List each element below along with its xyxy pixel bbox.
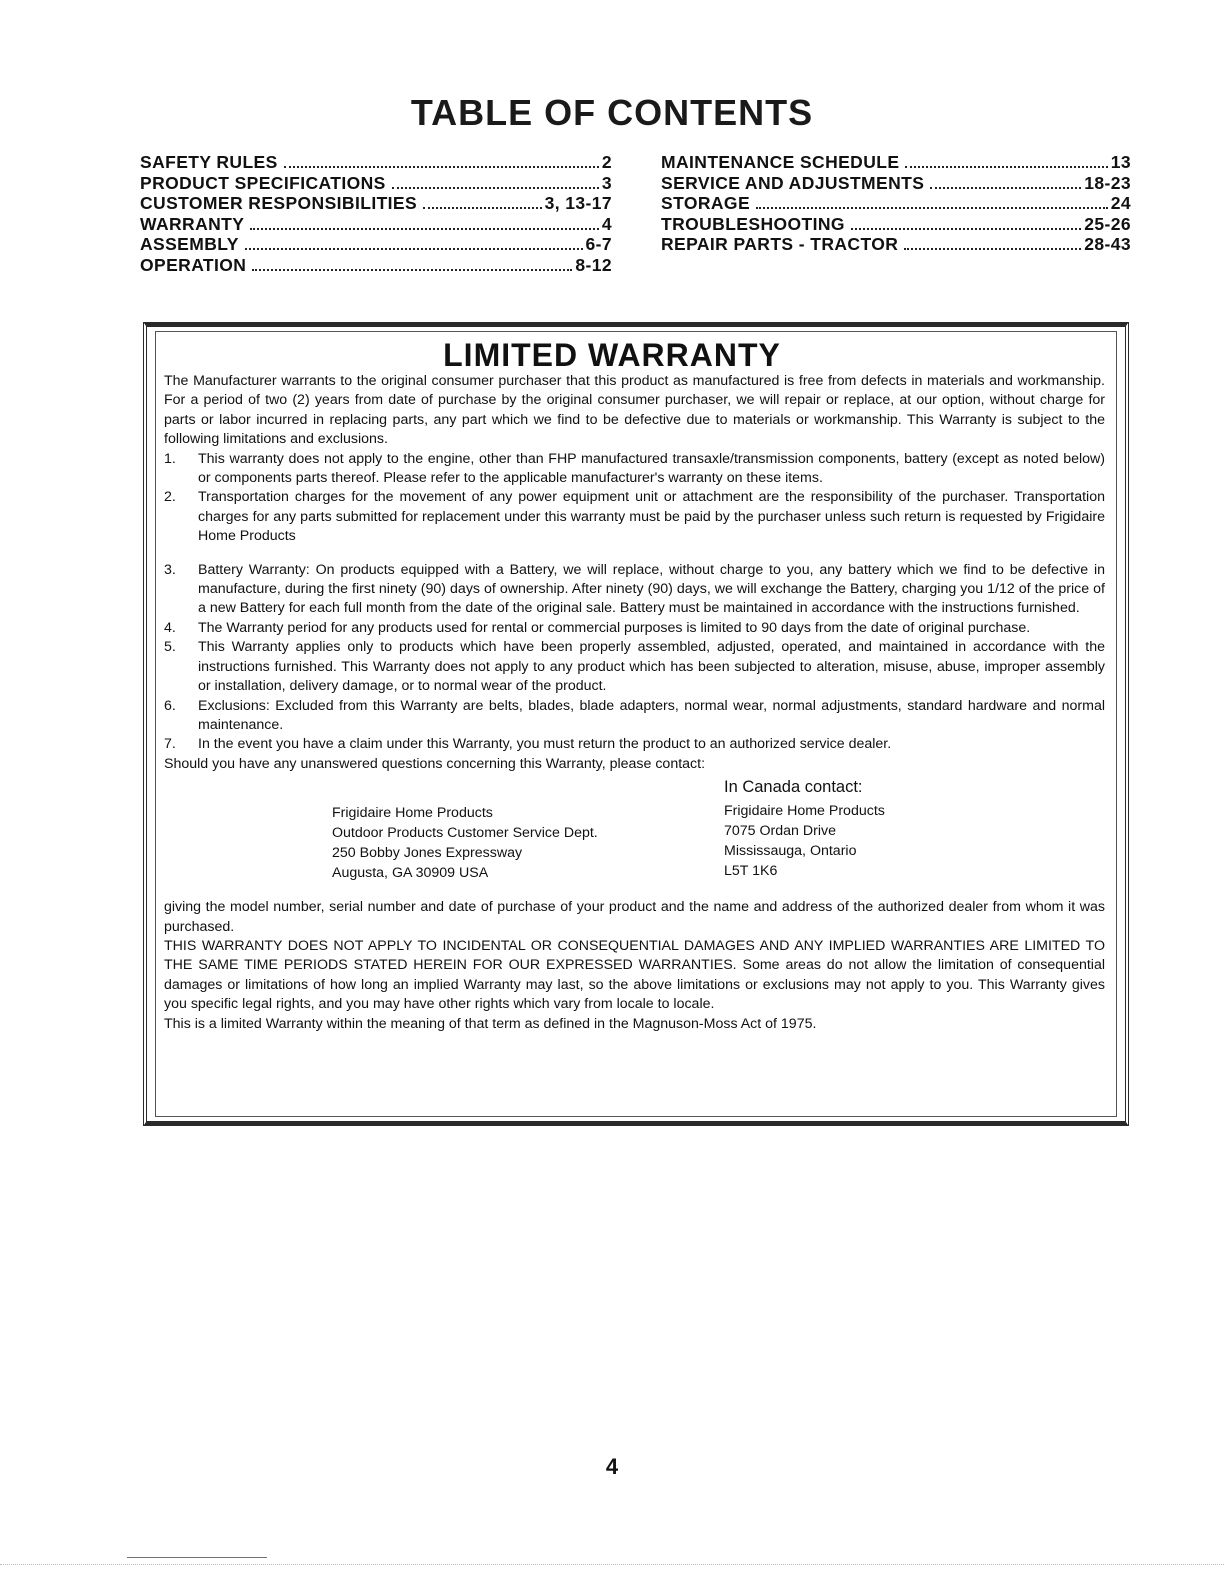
warranty-title: LIMITED WARRANTY (443, 337, 781, 373)
toc-entry (661, 152, 1131, 173)
warranty-item (164, 735, 1105, 754)
us-address-line: Augusta, GA 30909 USA (332, 865, 489, 882)
toc-entry (140, 193, 612, 214)
warranty-item (164, 561, 1105, 619)
toc-entry (140, 255, 612, 276)
toc-entry (140, 173, 612, 194)
canada-contact-heading: In Canada contact: (724, 778, 863, 797)
canada-address-line: 7075 Ordan Drive (724, 823, 836, 840)
scan-edge-dots (0, 1564, 1224, 1565)
warranty-intro: The Manufacturer warrants to the original consumer purchaser that this product as manufactured is free from defects in materials and workmanship. For a period of two (2) years from date of purchase by the original consumer purchaser, we will repair or replace, at our option, without charge for parts or labor incurred in replacing parts, any part which we find to be defective due to materials or workmanship. This Warranty is subject to the following limitations and exclusions. (164, 373, 1105, 448)
toc-leader-dots (851, 228, 1081, 230)
item-text: In the event you have a claim under this Warranty, you must return the product to an authorized service dealer. (198, 736, 892, 753)
toc-entry-page: 13 (1110, 152, 1131, 172)
toc-leader-dots (756, 207, 1108, 209)
item-number: 1. (164, 450, 176, 467)
us-address-line: 250 Bobby Jones Expressway (332, 845, 523, 862)
toc-entry-page: 3 (601, 172, 612, 193)
item-number: 4. (164, 619, 176, 636)
item-text: Exclusions: Excluded from this Warranty are belts, blades, blade adapters, normal wear, normal adjustments, standard hardware and normal maintenance. (198, 697, 1105, 733)
toc-entry-label: OPERATION (140, 254, 247, 275)
toc-left-column (140, 152, 612, 275)
item-number: 7. (164, 736, 176, 753)
toc-entry-page: 3, 13-17 (544, 193, 612, 213)
us-address (332, 803, 598, 883)
spacer (164, 547, 1105, 561)
toc-entry (140, 214, 612, 235)
toc-entry (661, 173, 1131, 194)
toc-entry (140, 234, 612, 255)
toc-entry-label: SERVICE AND ADJUSTMENTS (661, 172, 925, 193)
toc-entry-label: ASSEMBLY (140, 234, 239, 254)
canada-address-line: Frigidaire Home Products (724, 803, 885, 820)
toc-leader-dots (250, 228, 599, 230)
toc-leader-dots (930, 187, 1081, 189)
after-contact-text: giving the model number, serial number and date of purchase of your product and the name and address of the authorized dealer from whom it was purchased. (164, 899, 1105, 935)
item-text: Transportation charges for the movement of any power equipment unit or attachment are the responsibility of the purchaser. Transportation charges for any parts submitted for replacement under this warranty must be paid by the purchaser unless such return is requested by Frigidaire Home Products (198, 489, 1105, 545)
item-text: Battery Warranty: On products equipped with a Battery, we will replace, without charge to you, any battery which we find to be defective in manufacture, during the first ninety (90) days of ownership. After ninety (90) days, we will exchange the Battery, charging you 1/12 of the price of a new Battery for each full month from the date of the original sale. Battery must be maintained in accordance with the instructions furnished. (198, 561, 1105, 617)
toc-entry-label: MAINTENANCE SCHEDULE (661, 152, 900, 172)
canada-address (724, 801, 885, 881)
toc-entry-page: 6-7 (585, 234, 612, 254)
toc-entry-label: TROUBLESHOOTING (661, 213, 845, 234)
toc-entry-page: 28-43 (1084, 234, 1131, 254)
canada-address-line: Mississauga, Ontario (724, 843, 857, 860)
toc-entry (661, 234, 1131, 255)
toc-leader-dots (423, 207, 542, 209)
toc-entry-label: PRODUCT SPECIFICATIONS (140, 172, 386, 193)
contact-addresses (164, 778, 1105, 898)
us-address-line: Frigidaire Home Products (332, 805, 493, 822)
item-number: 5. (164, 639, 176, 656)
toc-entry-label: REPAIR PARTS - TRACTOR (661, 234, 899, 254)
item-text: This warranty does not apply to the engine, other than FHP manufactured transaxle/transmission components, battery (except as noted below) or components parts thereof. Please refer to the applicable manufacturer's warranty on these items. (198, 450, 1105, 487)
toc-leader-dots (252, 269, 572, 271)
item-number: 3. (164, 561, 176, 578)
toc-right-column (661, 152, 1131, 255)
toc-title: TABLE OF CONTENTS (410, 92, 814, 133)
warranty-item (164, 488, 1105, 546)
us-address-line: Outdoor Products Customer Service Dept. (332, 825, 598, 842)
scan-edge-line (127, 1557, 267, 1558)
item-number: 6. (164, 697, 176, 714)
toc-entry-page: 25-26 (1084, 213, 1131, 234)
contact-intro: Should you have any unanswered questions concerning this Warranty, please contact: (164, 755, 706, 772)
toc-entry-page: 4 (601, 213, 612, 234)
item-text: This Warranty applies only to products which have been properly assembled, adjusted, operated, and maintained in accordance with the instructions furnished. This Warranty does not apply to any product which has been subjected to alteration, misuse, abuse, improper assembly or installation, delivery damage, or to normal wear of the product. (198, 639, 1105, 695)
toc-entry-label: SAFETY RULES (140, 152, 278, 172)
page-number: 4 (605, 1454, 619, 1479)
warranty-closing: This is a limited Warranty within the meaning of that term as defined in the Magnuson-Moss Act of 1975. (164, 1015, 817, 1032)
toc-leader-dots (904, 248, 1081, 250)
item-number: 2. (164, 489, 176, 506)
toc-leader-dots (905, 166, 1107, 168)
item-text: The Warranty period for any products used for rental or commercial purposes is limited to 90 days from the date of original purchase. (198, 619, 1031, 636)
warranty-item (164, 697, 1105, 736)
warranty-item (164, 450, 1105, 489)
warranty-item (164, 638, 1105, 696)
canada-address-line: L5T 1K6 (724, 863, 778, 880)
toc-entry-page: 18-23 (1084, 172, 1131, 193)
toc-entry-label: STORAGE (661, 193, 751, 213)
warranty-body (164, 372, 1105, 1034)
warranty-disclaimer: THIS WARRANTY DOES NOT APPLY TO INCIDENTAL OR CONSEQUENTIAL DAMAGES AND ANY IMPLIED WARRANTIES ARE LIMITED TO THE SAME TIME PERIODS STATED HEREIN FOR OUR EXPRESSED WARRANTIES. Some areas do not allow the limitation of consequential damages or limitations of how long an implied Warranty may last, so the above limitations or exclusions may not apply to you. This Warranty gives you specific legal rights, and you may have other rights which vary from locale to locale. (164, 937, 1105, 1013)
toc-entry-page: 2 (601, 152, 612, 172)
toc-entry-page: 8-12 (575, 254, 612, 275)
toc-entry-label: WARRANTY (140, 213, 245, 234)
toc-entry (661, 214, 1131, 235)
toc-leader-dots (392, 187, 599, 189)
toc-entry-label: CUSTOMER RESPONSIBILITIES (140, 193, 418, 213)
toc-entry (661, 193, 1131, 214)
toc-leader-dots (284, 166, 599, 168)
warranty-item (164, 619, 1105, 638)
toc-entry-page: 24 (1110, 193, 1131, 213)
toc-entry (140, 152, 612, 173)
toc-leader-dots (245, 248, 583, 250)
